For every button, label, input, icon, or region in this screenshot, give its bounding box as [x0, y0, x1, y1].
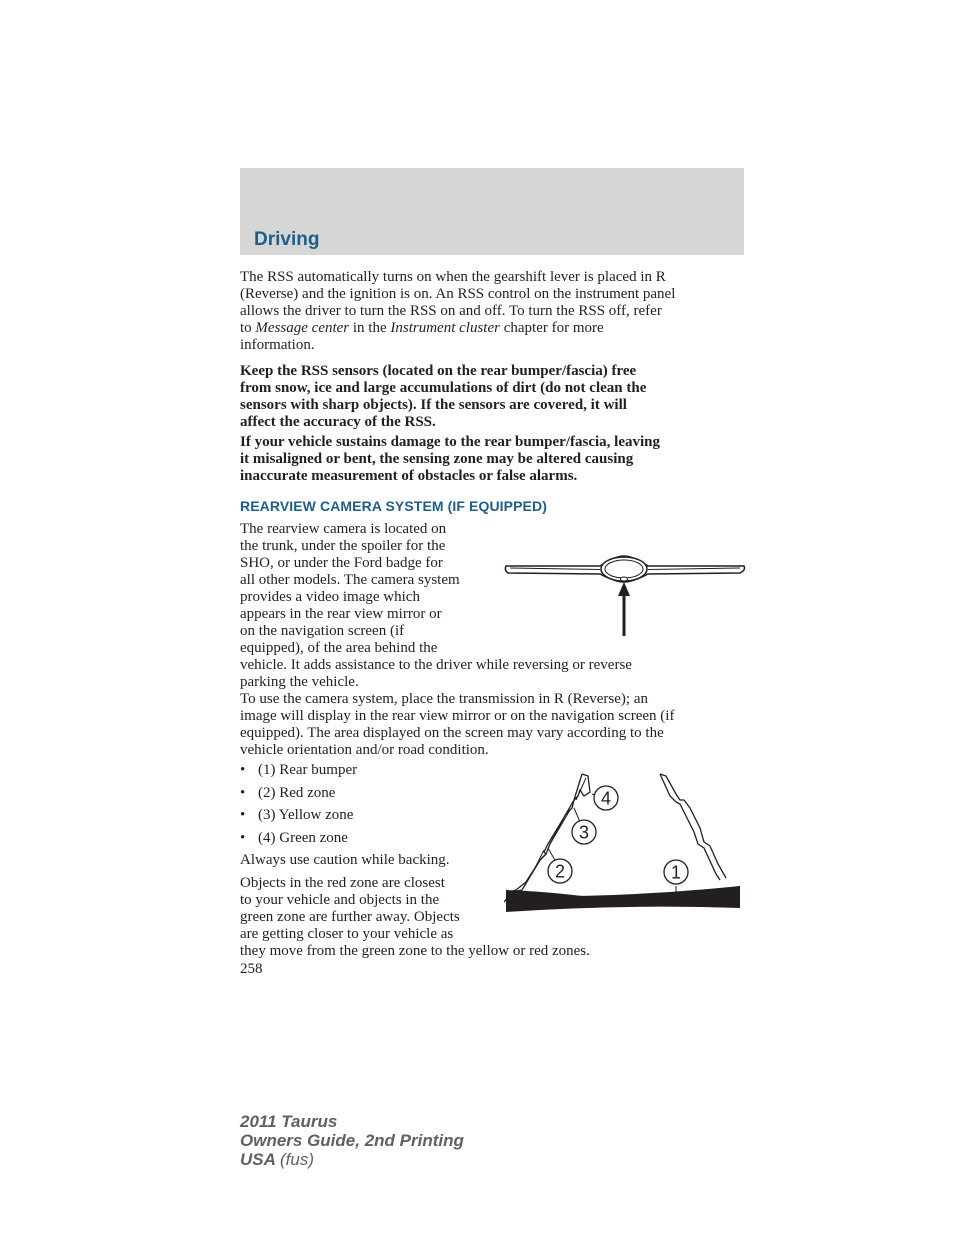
zones-line: are getting closer to your vehicle as — [240, 926, 454, 942]
sensor-warning — [240, 363, 746, 431]
intro-line: (Reverse) and the ignition is on. An RSS control on the instrument panel — [240, 286, 676, 302]
warning-line: sensors with sharp objects). If the sensors are covered, it will — [240, 397, 627, 413]
bullet-marker: • — [240, 784, 246, 801]
callout-3 — [572, 820, 596, 844]
warning-line: Keep the RSS sensors (located on the rear bumper/fascia) free — [240, 363, 637, 379]
zones-line: green zone are further away. Objects — [240, 909, 460, 925]
usage-line: vehicle orientation and/or road condition. — [240, 742, 489, 758]
intro-line: allows the driver to turn the RSS on and off. To turn the RSS off, refer — [240, 303, 662, 319]
list-item-label: (1) Rear bumper — [258, 762, 358, 778]
camera-line: the trunk, under the spoiler for the — [240, 538, 446, 554]
rearview-camera-illustration — [500, 552, 748, 642]
usage-line: To use the camera system, place the transmission in R (Reverse); an — [240, 691, 648, 707]
document-footer — [240, 1112, 464, 1169]
warning-line: affect the accuracy of the RSS. — [240, 414, 436, 430]
camera-line: appears in the rear view mirror or — [240, 606, 442, 622]
footer-region-main: USA — [240, 1150, 280, 1169]
list-item — [240, 830, 357, 853]
list-item-label: (2) Red zone — [258, 784, 336, 801]
intro-text: in the — [349, 320, 391, 336]
list-item — [240, 762, 357, 785]
chapter-title: Driving — [254, 229, 320, 250]
usage-line: equipped). The area displayed on the screen may vary according to the — [240, 725, 664, 741]
bullet-marker: • — [240, 762, 246, 778]
trunk-badge-bar — [505, 556, 744, 582]
callout-leaders — [548, 794, 676, 902]
callout-label: 4 — [600, 788, 612, 809]
camera-arrow-icon — [618, 582, 630, 636]
callout-label: 1 — [670, 862, 682, 883]
warning-line: it misaligned or bent, the sensing zone may be altered causing — [240, 451, 634, 467]
damage-warning — [240, 434, 746, 485]
section-heading: REARVIEW CAMERA SYSTEM (IF EQUIPPED) — [240, 498, 547, 514]
camera-line: SHO, or under the Ford badge for — [240, 555, 443, 571]
footer-region — [240, 1150, 464, 1169]
warning-line: If your vehicle sustains damage to the rear bumper/fascia, leaving — [240, 434, 660, 450]
instrument-cluster-reference: Instrument cluster — [390, 320, 500, 336]
footer-region-code: (fus) — [280, 1150, 314, 1169]
caution-text: Always use caution while backing. — [240, 852, 450, 868]
intro-text: chapter for more — [499, 320, 604, 336]
zones-line: they move from the green zone to the yellow or red zones. — [240, 943, 590, 959]
camera-line: equipped), of the area behind the — [240, 640, 438, 656]
warning-line: from snow, ice and large accumulations of dirt (do not clean the — [240, 380, 647, 396]
callout-1 — [664, 860, 688, 884]
list-item-label: (4) Green zone — [258, 830, 348, 847]
zones-line: Objects in the red zone are closest — [240, 875, 445, 891]
camera-line: The rearview camera is located on — [240, 521, 447, 537]
callout-2 — [548, 859, 572, 883]
footer-model: 2011 Taurus — [240, 1112, 338, 1131]
intro-line: information. — [240, 337, 315, 353]
camera-line: all other models. The camera system — [240, 572, 460, 588]
list-item — [240, 785, 357, 808]
callout-4 — [594, 786, 618, 810]
footer-edition: Owners Guide, 2nd Printing — [240, 1131, 464, 1150]
chapter-header-band — [240, 168, 744, 255]
warning-line: inaccurate measurement of obstacles or false alarms. — [240, 468, 578, 484]
camera-zone-diagram — [504, 770, 744, 918]
intro-line — [240, 320, 746, 337]
callout-label: 2 — [554, 861, 566, 882]
callout-label: 3 — [578, 822, 590, 843]
intro-text: to — [240, 320, 256, 336]
message-center-reference: Message center — [255, 320, 350, 336]
zones-line: to your vehicle and objects in the — [240, 892, 440, 908]
camera-line: on the navigation screen (if — [240, 623, 405, 639]
intro-line: The RSS automatically turns on when the gearshift lever is placed in R — [240, 269, 666, 285]
zone-legend-list — [240, 762, 357, 853]
rear-bumper — [506, 886, 740, 912]
page-number: 258 — [240, 961, 263, 977]
camera-usage-paragraph — [240, 691, 746, 759]
bullet-marker: • — [240, 807, 246, 824]
bullet-marker: • — [240, 830, 246, 847]
usage-line: image will display in the rear view mirror or on the navigation screen (if — [240, 708, 675, 724]
list-item-label: (3) Yellow zone — [258, 807, 354, 824]
camera-line: parking the vehicle. — [240, 674, 359, 690]
list-item — [240, 807, 357, 830]
intro-paragraph — [240, 269, 746, 354]
camera-line: vehicle. It adds assistance to the driver while reversing or reverse — [240, 657, 632, 673]
camera-line: provides a video image which — [240, 589, 420, 605]
